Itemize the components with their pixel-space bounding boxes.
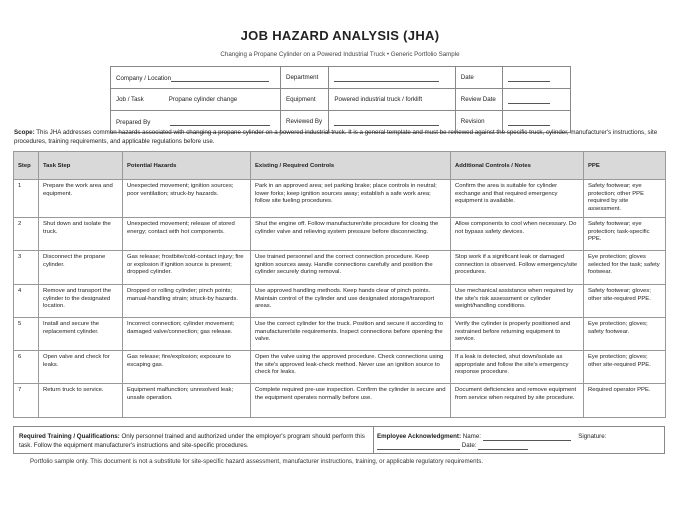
table-row: [14, 285, 666, 318]
company-label: Company / Location: [116, 74, 172, 82]
controls: Open the valve using the approved procedure. Check connections using the site's approved leak-check method. Never use an ignition source to check for leaks.: [251, 351, 451, 384]
step-number: 5: [14, 318, 39, 351]
col-header-ppe: PPE: [584, 152, 666, 180]
step-number: 6: [14, 351, 39, 384]
col-header-hazards: Potential Hazards: [123, 152, 251, 180]
potential-hazards: Unexpected movement; ignition sources; poor ventilation; struck-by hazards.: [123, 180, 251, 218]
controls: Use the correct cylinder for the truck. Position and secure it according to manufacturer/site requirements. Inspect connections before opening the valve.: [251, 318, 451, 351]
review-date-field[interactable]: [503, 89, 571, 111]
info-table: [110, 66, 571, 133]
scope-text: This JHA addresses common hazards associated with changing a propane cylinder on a powered industrial truck. It is a general template and must be reviewed against the specific truck, cylinder, manufacturer's instructions, site procedures, training requirements, and applicable regulations before use.: [14, 129, 658, 145]
hazard-table: [13, 151, 666, 418]
department-label: Department: [280, 67, 328, 89]
revision-label: Revision: [455, 111, 502, 133]
col-header-task: Task Step: [39, 152, 123, 180]
task-step: Shut down and isolate the truck.: [39, 218, 123, 251]
ppe: Eye protection; gloves; other site-required PPE.: [584, 351, 666, 384]
step-number: 1: [14, 180, 39, 218]
additional-notes: Document deficiencies and remove equipment from service when required by site procedure.: [451, 384, 584, 418]
additional-notes: Stop work if a significant leak or damaged connection is observed. Follow emergency/site procedures.: [451, 251, 584, 285]
scope-paragraph: [14, 129, 666, 146]
acknowledgment-section: [377, 432, 662, 450]
name-field[interactable]: [483, 433, 571, 441]
training-acknowledgment-box: [13, 426, 665, 454]
task-step: Remove and transport the cylinder to the designated location.: [39, 285, 123, 318]
potential-hazards: Gas release; fire/explosion; exposure to escaping gas.: [123, 351, 251, 384]
potential-hazards: Gas release; frostbite/cold-contact injury; fire or explosion if ignition source is present; dropped cylinder.: [123, 251, 251, 285]
additional-notes: Confirm the area is suitable for cylinder exchange and that required emergency equipment is available.: [451, 180, 584, 218]
task-step: Install and secure the replacement cylinder.: [39, 318, 123, 351]
step-number: 3: [14, 251, 39, 285]
training-text: Only personnel trained and authorized under the employer's program should perform this task. Follow the equipment manufacturer's instructions and site-specific procedures.: [19, 433, 365, 449]
ppe: Safety footwear; eye protection; other PPE required by site assessment.: [584, 180, 666, 218]
document-title: JOB HAZARD ANALYSIS (JHA): [240, 28, 440, 43]
document-subtitle: Changing a Propane Cylinder on a Powered Industrial Truck • Generic Portfolio Sample: [220, 51, 460, 58]
table-row: [14, 251, 666, 285]
additional-notes: Verify the cylinder is properly positioned and restrained before returning equipment to service.: [451, 318, 584, 351]
training-label: Required Training / Qualifications:: [19, 433, 120, 440]
review-date-value[interactable]: [508, 96, 550, 104]
potential-hazards: Unexpected movement; release of stored energy; contact with hot components.: [123, 218, 251, 251]
controls: Complete required pre-use inspection. Confirm the cylinder is secure and the equipment operates normally before use.: [251, 384, 451, 418]
step-number: 4: [14, 285, 39, 318]
job-label: Job / Task: [116, 96, 144, 103]
reviewed-value[interactable]: [334, 118, 439, 126]
ppe: Safety footwear; gloves; other site-required PPE.: [584, 285, 666, 318]
training-section: [19, 432, 371, 450]
ppe: Eye protection; gloves selected for the task; safety footwear.: [584, 251, 666, 285]
revision-value[interactable]: [508, 118, 550, 126]
department-field[interactable]: [329, 67, 455, 89]
potential-hazards: Incorrect connection; cylinder movement; damaged valve/connection; gas release.: [123, 318, 251, 351]
disclaimer-text: Portfolio sample only. This document is not a substitute for site-specific hazard assessment, manufacturer instructions, training, or applicable regulatory requirements.: [30, 458, 484, 465]
col-header-step: Step: [14, 152, 39, 180]
date-value[interactable]: [508, 74, 550, 82]
additional-notes: Allow components to cool when necessary. Do not bypass safety devices.: [451, 218, 584, 251]
table-row: [14, 218, 666, 251]
review-date-label: Review Date: [455, 89, 502, 111]
step-number: 2: [14, 218, 39, 251]
name-label: Name:: [462, 433, 481, 440]
footer-divider: [373, 427, 374, 453]
controls: Use trained personnel and the correct connection procedure. Keep ignition sources away. Handle connections carefully and position the cylinder securely during removal.: [251, 251, 451, 285]
potential-hazards: Dropped or rolling cylinder; pinch points; manual-handling strain; struck-by hazards.: [123, 285, 251, 318]
company-field[interactable]: [111, 67, 281, 89]
potential-hazards: Equipment malfunction; unresolved leak; unsafe operation.: [123, 384, 251, 418]
signature-label: Signature:: [578, 433, 607, 440]
acknowledgment-label: Employee Acknowledgment:: [377, 433, 462, 440]
table-row: [14, 180, 666, 218]
prepared-value[interactable]: [170, 118, 270, 126]
table-row: [14, 351, 666, 384]
equipment-value: Powered industrial truck / forklift: [329, 89, 455, 111]
col-header-controls: Existing / Required Controls: [251, 152, 451, 180]
task-step: Return truck to service.: [39, 384, 123, 418]
department-value[interactable]: [334, 74, 439, 82]
equipment-label: Equipment: [280, 89, 328, 111]
step-number: 7: [14, 384, 39, 418]
controls: Shut the engine off. Follow manufacturer/site procedure for closing the cylinder valve and relieving system pressure before disconnecting.: [251, 218, 451, 251]
table-row: [14, 384, 666, 418]
signature-field[interactable]: [377, 442, 460, 450]
scope-label: Scope:: [14, 129, 35, 136]
task-step: Disconnect the propane cylinder.: [39, 251, 123, 285]
ppe: Required operator PPE.: [584, 384, 666, 418]
ppe: Safety footwear; eye protection; task-specific PPE.: [584, 218, 666, 251]
hazard-table-header: [14, 152, 666, 180]
job-value: Propane cylinder change: [168, 96, 238, 103]
prepared-label: Prepared By: [116, 118, 151, 126]
reviewed-label: Reviewed By: [280, 111, 328, 133]
table-row: [14, 318, 666, 351]
date-label: Date: [455, 67, 502, 89]
task-step: Open valve and check for leaks.: [39, 351, 123, 384]
controls: Park in an approved area; set parking brake; place controls in neutral; lower forks; keep ignition sources away; establish a safe work area; follow site fueling procedures.: [251, 180, 451, 218]
col-header-notes: Additional Controls / Notes: [451, 152, 584, 180]
company-value[interactable]: [171, 74, 269, 82]
ppe: Eye protection; gloves; safety footwear.: [584, 318, 666, 351]
date-field-footer[interactable]: [478, 442, 528, 450]
job-field: [111, 89, 281, 111]
additional-notes: If a leak is detected, shut down/isolate as appropriate and follow the site's emergency response procedure.: [451, 351, 584, 384]
date-field[interactable]: [503, 67, 571, 89]
additional-notes: Use mechanical assistance when required by the site's risk assessment or cylinder weight/handling conditions.: [451, 285, 584, 318]
controls: Use approved handling methods. Keep hands clear of pinch points. Maintain control of the cylinder and use designated storage/transport areas.: [251, 285, 451, 318]
task-step: Prepare the work area and equipment.: [39, 180, 123, 218]
date-label-footer: Date:: [461, 442, 477, 449]
